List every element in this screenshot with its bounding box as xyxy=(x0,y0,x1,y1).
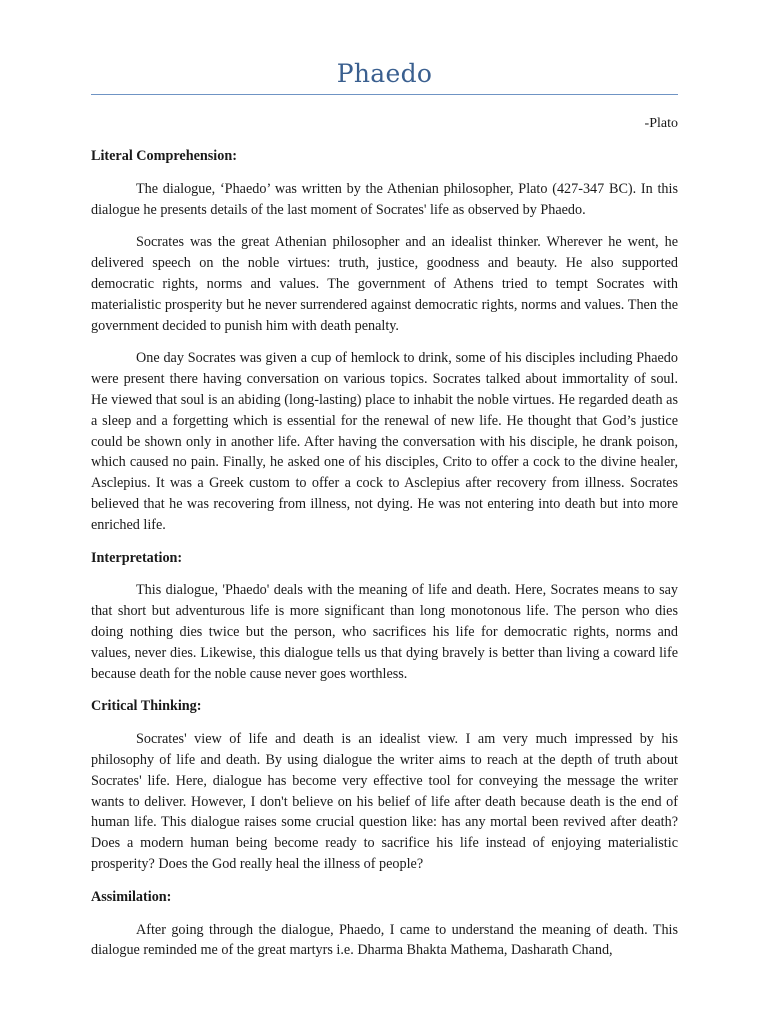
title-underline xyxy=(91,94,678,95)
paragraph: The dialogue, ‘Phaedo’ was written by the Athenian philosopher, Plato (427-347 BC). In this dialogue he presents details of the last moment of Socrates' life as observed by Phaedo. xyxy=(91,180,678,218)
paragraph: This dialogue, 'Phaedo' deals with the meaning of life and death. Here, Socrates means to say that short but adventurous life is more significant than long monotonous life. The person who dies doing nothing dies twice but the person, who sacrifices his life for democratic rights, norms and values, never dies. Likewise, this dialogue tells us that dying bravely is better than living a coward life because death for the noble cause never goes worthless. xyxy=(91,582,678,682)
paragraph: One day Socrates was given a cup of hemlock to drink, some of his disciples including Phaedo were present there having conversation on various topics. Socrates talked about immortality of soul. He viewed that soul is an abiding (long-lasting) place to inhabit the noble virtues. He regarded death as a sleep and a forgetting which is essential for the renewal of new life. He thought that God’s justice could be shown only in another life. After having the conversation with his disciple, he drank poison, which caused no pain. Finally, he asked one of his disciples, Crito to offer a cock to the divine healer, Asclepius. It was a Greek custom to offer a cock to Asclepius after recovery from illness. Socrates believed that he was recovering from illness, not dying. He was not entering into death but into more enriched life. xyxy=(91,350,678,533)
document-body xyxy=(91,146,678,973)
author-attribution: -Plato xyxy=(644,116,678,131)
paragraph: Socrates' view of life and death is an idealist view. I am very much impressed by his philosophy of life and death. By using dialogue the writer aims to reach at the depth of truth about Socrates' life. Here, dialogue has become very effective tool for conveying the message the writer wants to deliver. However, I don't believe on his belief of life after death because death is the end of human life. This dialogue raises some crucial question like: has any mortal been revived after death? Does a modern human being become ready to sacrifice his life instead of enjoying materialistic prosperity? Does the God really heal the illness of people? xyxy=(91,731,678,872)
paragraph: Socrates was the great Athenian philosopher and an idealist thinker. Wherever he went, he delivered speech on the noble virtues: truth, justice, goodness and beauty. He also supported democratic rights, norms and values. The government of Athens tried to tempt Socrates with materialistic prosperity but he never surrendered against democratic rights, norms and values. Then the government decided to punish him with death penalty. xyxy=(91,234,678,334)
section-heading-interpretation: Interpretation: xyxy=(91,549,183,566)
section-heading-critical-thinking: Critical Thinking: xyxy=(91,698,202,715)
paragraph: After going through the dialogue, Phaedo, I came to understand the meaning of death. This dialogue reminded me of the great martyrs i.e. Dharma Bhakta Mathema, Dasharath Chand, xyxy=(91,921,678,959)
section-heading-assimilation: Assimilation: xyxy=(91,888,172,905)
document-title: Phaedo xyxy=(336,59,433,88)
section-heading-literal-comprehension: Literal Comprehension: xyxy=(91,148,237,164)
